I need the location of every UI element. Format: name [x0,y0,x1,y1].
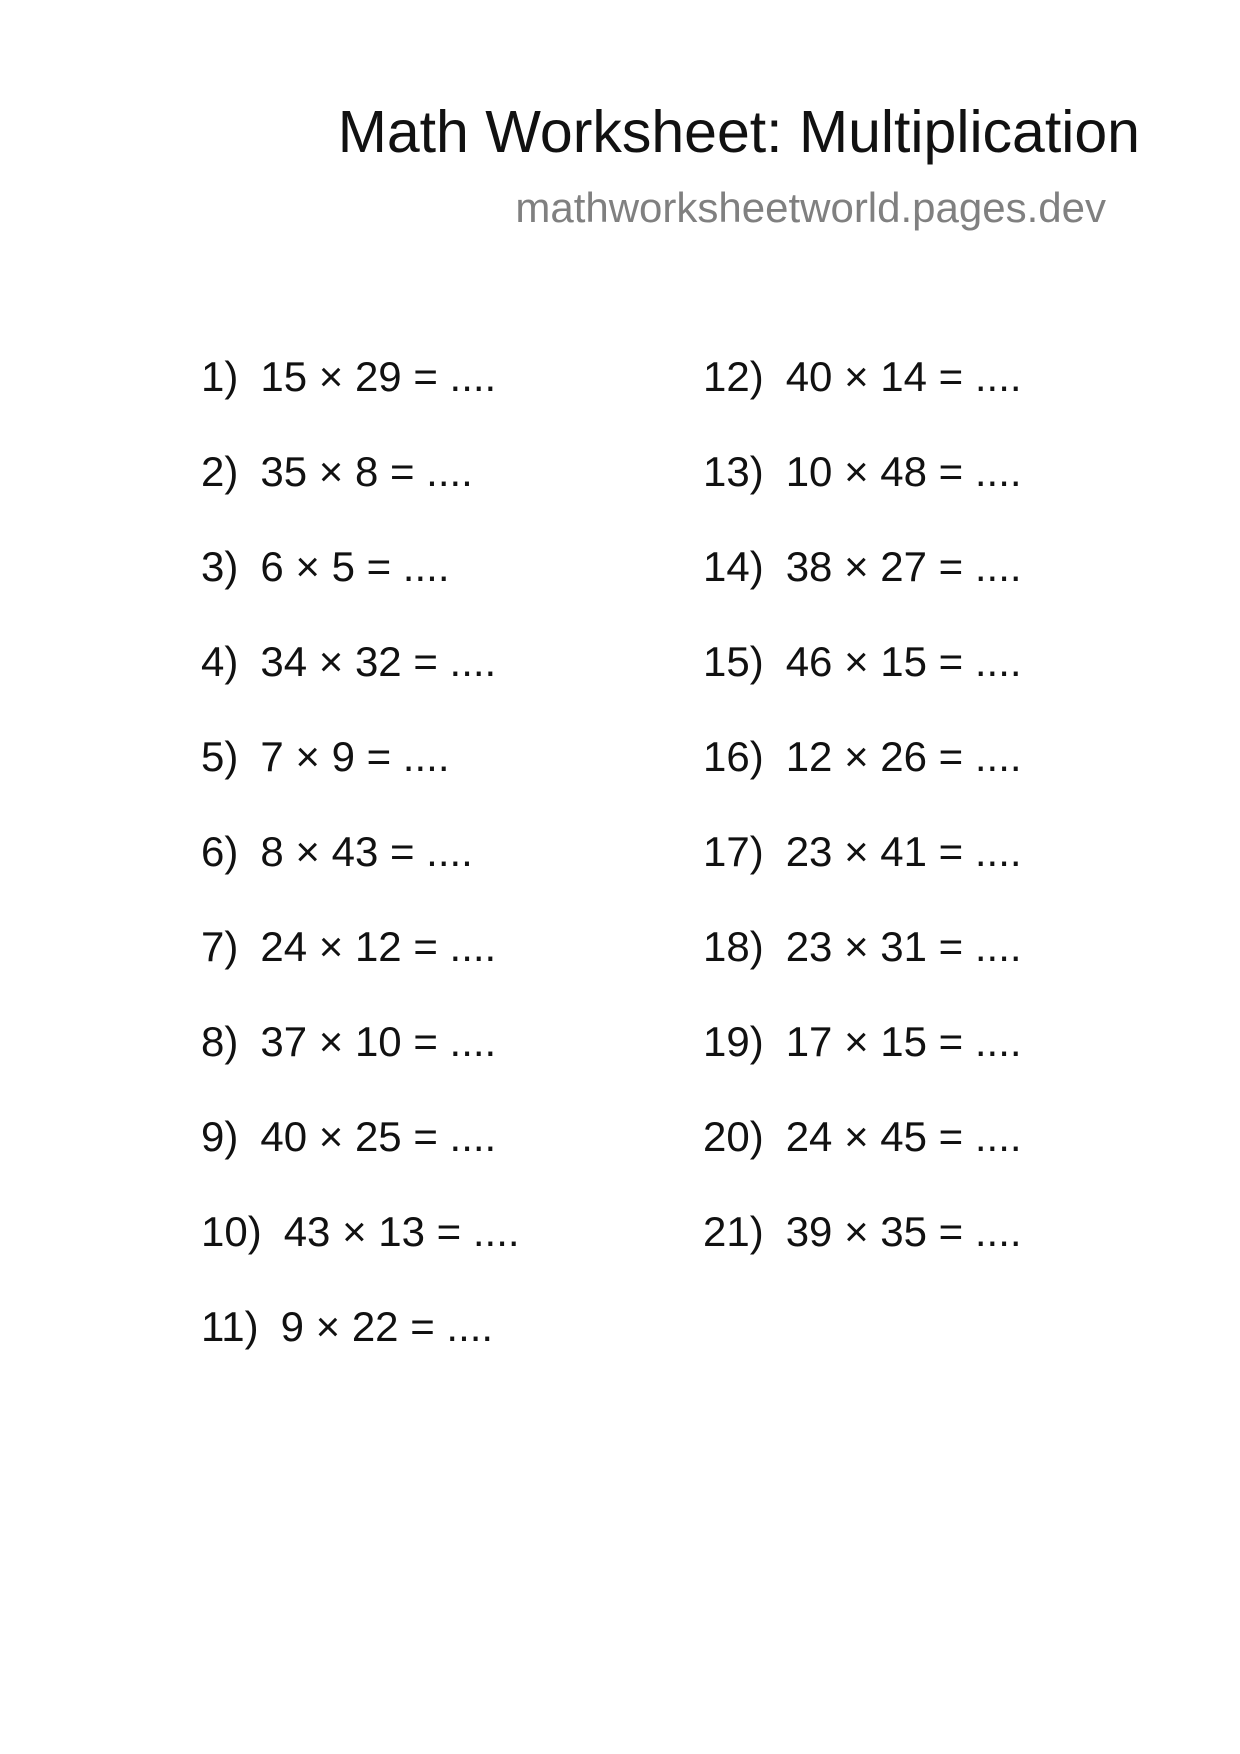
site-url: mathworksheetworld.pages.dev [515,184,1106,231]
problem-expression: 17 × 15 = .... [785,1018,1022,1065]
problem-number: 6) [201,828,239,875]
problem-expression: 7 × 9 = .... [260,733,450,780]
problem-item [703,1016,1022,1111]
problem-expression: 37 × 10 = .... [260,1018,497,1065]
problem-expression: 12 × 26 = .... [785,733,1022,780]
problem-expression: 23 × 41 = .... [785,828,1022,875]
problem-item [201,446,520,541]
problem-expression: 6 × 5 = .... [260,543,450,590]
problem-expression: 43 × 13 = .... [283,1208,520,1255]
problem-expression: 24 × 45 = .... [785,1113,1022,1160]
problem-number: 8) [201,1018,239,1065]
problem-item [703,446,1022,541]
problem-expression: 24 × 12 = .... [260,923,497,970]
problem-number: 4) [201,638,239,685]
problem-expression: 46 × 15 = .... [785,638,1022,685]
problem-number: 19) [703,1018,764,1065]
problem-item [703,1111,1022,1206]
problem-item [201,636,520,731]
problems-left-column [201,351,520,1396]
problem-item [201,541,520,636]
problem-number: 12) [703,353,764,400]
problem-number: 17) [703,828,764,875]
problem-item [703,636,1022,731]
problem-number: 14) [703,543,764,590]
problem-item [703,351,1022,446]
problem-number: 18) [703,923,764,970]
problem-number: 5) [201,733,239,780]
problem-expression: 23 × 31 = .... [785,923,1022,970]
problem-item [201,1016,520,1111]
problem-number: 2) [201,448,239,495]
problem-expression: 39 × 35 = .... [785,1208,1022,1255]
problems-right-column [703,351,1022,1301]
problem-number: 9) [201,1113,239,1160]
problem-item [201,351,520,446]
problem-expression: 40 × 14 = .... [785,353,1022,400]
problem-item [201,1301,520,1396]
problem-number: 3) [201,543,239,590]
problem-expression: 15 × 29 = .... [260,353,497,400]
problem-expression: 8 × 43 = .... [260,828,473,875]
problem-item [703,541,1022,636]
problem-expression: 34 × 32 = .... [260,638,497,685]
problem-expression: 40 × 25 = .... [260,1113,497,1160]
problem-number: 11) [201,1303,259,1350]
problem-item [201,1206,520,1301]
problem-item [703,731,1022,826]
problem-number: 20) [703,1113,764,1160]
problem-expression: 38 × 27 = .... [785,543,1022,590]
problem-number: 7) [201,923,239,970]
page-title: Math Worksheet: Multiplication [337,99,1140,165]
problem-number: 21) [703,1208,764,1255]
problem-number: 13) [703,448,764,495]
problem-item [201,1111,520,1206]
problem-item [703,921,1022,1016]
problem-number: 16) [703,733,764,780]
problem-expression: 9 × 22 = .... [280,1303,494,1350]
problem-item [703,826,1022,921]
problem-expression: 10 × 48 = .... [785,448,1022,495]
problem-item [201,826,520,921]
problem-item [201,921,520,1016]
problem-item [703,1206,1022,1301]
problem-item [201,731,520,826]
problem-expression: 35 × 8 = .... [260,448,473,495]
problem-number: 10) [201,1208,262,1255]
problem-number: 15) [703,638,764,685]
problem-number: 1) [201,353,239,400]
